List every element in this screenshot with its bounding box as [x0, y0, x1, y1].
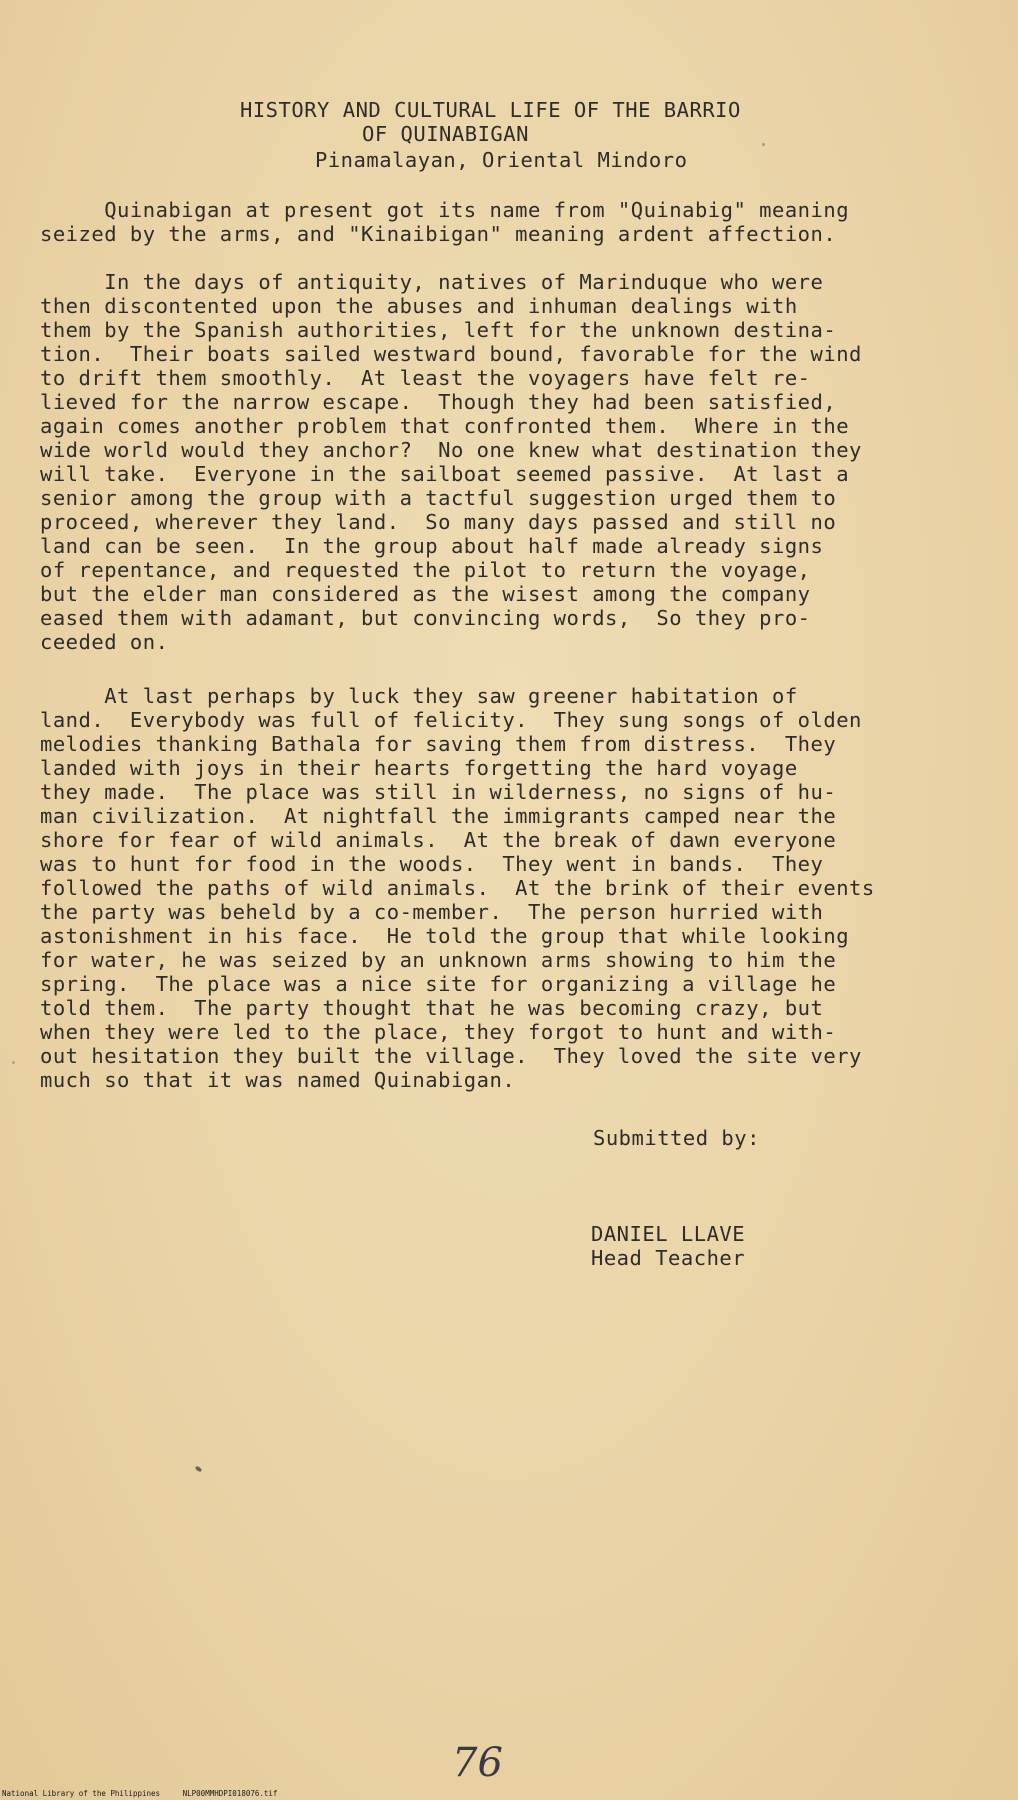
paragraph-line: told them. The party thought that he was becoming crazy, but	[40, 996, 824, 1020]
paper-speck	[194, 1465, 202, 1472]
paper-speck	[12, 1061, 15, 1064]
paragraph-line: seized by the arms, and "Kinaibigan" meaning ardent affection.	[40, 222, 837, 246]
paragraph-line: shore for fear of wild animals. At the break of dawn everyone	[40, 828, 837, 852]
paragraph-line: out hesitation they built the village. They loved the site very	[40, 1044, 862, 1068]
paragraph-line: but the elder man considered as the wisest among the company	[40, 582, 811, 606]
signatory-role: Head Teacher	[591, 1246, 746, 1270]
archive-footer: National Library of the Philippines NLP00MMHDPI018076.tif	[2, 1789, 278, 1798]
paragraph-line: land. Everybody was full of felicity. They sung songs of olden	[40, 708, 862, 732]
paragraph-line: of repentance, and requested the pilot to return the voyage,	[40, 558, 811, 582]
document-title-line-1: HISTORY AND CULTURAL LIFE OF THE BARRIO	[240, 98, 741, 122]
paragraph-line: Quinabigan at present got its name from "Quinabig" meaning	[40, 198, 850, 222]
document-title-line-3: Pinamalayan, Oriental Mindoro	[315, 148, 688, 172]
signatory-name: DANIEL LLAVE	[591, 1222, 746, 1246]
paragraph-line: At last perhaps by luck they saw greener habitation of	[40, 684, 798, 708]
paragraph-line: astonishment in his face. He told the group that while looking	[40, 924, 850, 948]
paragraph-line: them by the Spanish authorities, left for the unknown destina-	[40, 318, 837, 342]
paragraph-line: followed the paths of wild animals. At the brink of their events	[40, 876, 875, 900]
paragraph-line: much so that it was named Quinabigan.	[40, 1068, 516, 1092]
paragraph-line: wide world would they anchor? No one knew what destination they	[40, 438, 862, 462]
paragraph-line: eased them with adamant, but convincing words, So they pro-	[40, 606, 811, 630]
paragraph-line: lieved for the narrow escape. Though they had been satisfied,	[40, 390, 837, 414]
paragraph-line: man civilization. At nightfall the immigrants camped near the	[40, 804, 837, 828]
paragraph-line: tion. Their boats sailed westward bound, favorable for the wind	[40, 342, 862, 366]
paragraph-line: land can be seen. In the group about half made already signs	[40, 534, 824, 558]
paragraph-line: for water, he was seized by an unknown arms showing to him the	[40, 948, 837, 972]
paragraph-line: landed with joys in their hearts forgetting the hard voyage	[40, 756, 798, 780]
paragraph-line: In the days of antiquity, natives of Marinduque who were	[40, 270, 824, 294]
paragraph-line: proceed, wherever they land. So many days passed and still no	[40, 510, 837, 534]
document-title-line-2: OF QUINABIGAN	[362, 122, 529, 146]
handwritten-page-number: 76	[452, 1740, 503, 1786]
paper-speck	[762, 143, 765, 146]
paragraph-line: spring. The place was a nice site for organizing a village he	[40, 972, 837, 996]
paragraph-line: again comes another problem that confronted them. Where in the	[40, 414, 850, 438]
paragraph-line: ceeded on.	[40, 630, 169, 654]
paragraph-line: they made. The place was still in wilderness, no signs of hu-	[40, 780, 837, 804]
paragraph-line: was to hunt for food in the woods. They went in bands. They	[40, 852, 824, 876]
paragraph-line: senior among the group with a tactful suggestion urged them to	[40, 486, 837, 510]
paragraph-line: to drift them smoothly. At least the voyagers have felt re-	[40, 366, 811, 390]
paragraph-line: the party was beheld by a co-member. The person hurried with	[40, 900, 824, 924]
paragraph-line: when they were led to the place, they forgot to hunt and with-	[40, 1020, 837, 1044]
submitted-by-label: Submitted by:	[593, 1126, 760, 1150]
paragraph-line: will take. Everyone in the sailboat seemed passive. At last a	[40, 462, 850, 486]
paragraph-line: then discontented upon the abuses and inhuman dealings with	[40, 294, 798, 318]
paragraph-line: melodies thanking Bathala for saving them from distress. They	[40, 732, 837, 756]
